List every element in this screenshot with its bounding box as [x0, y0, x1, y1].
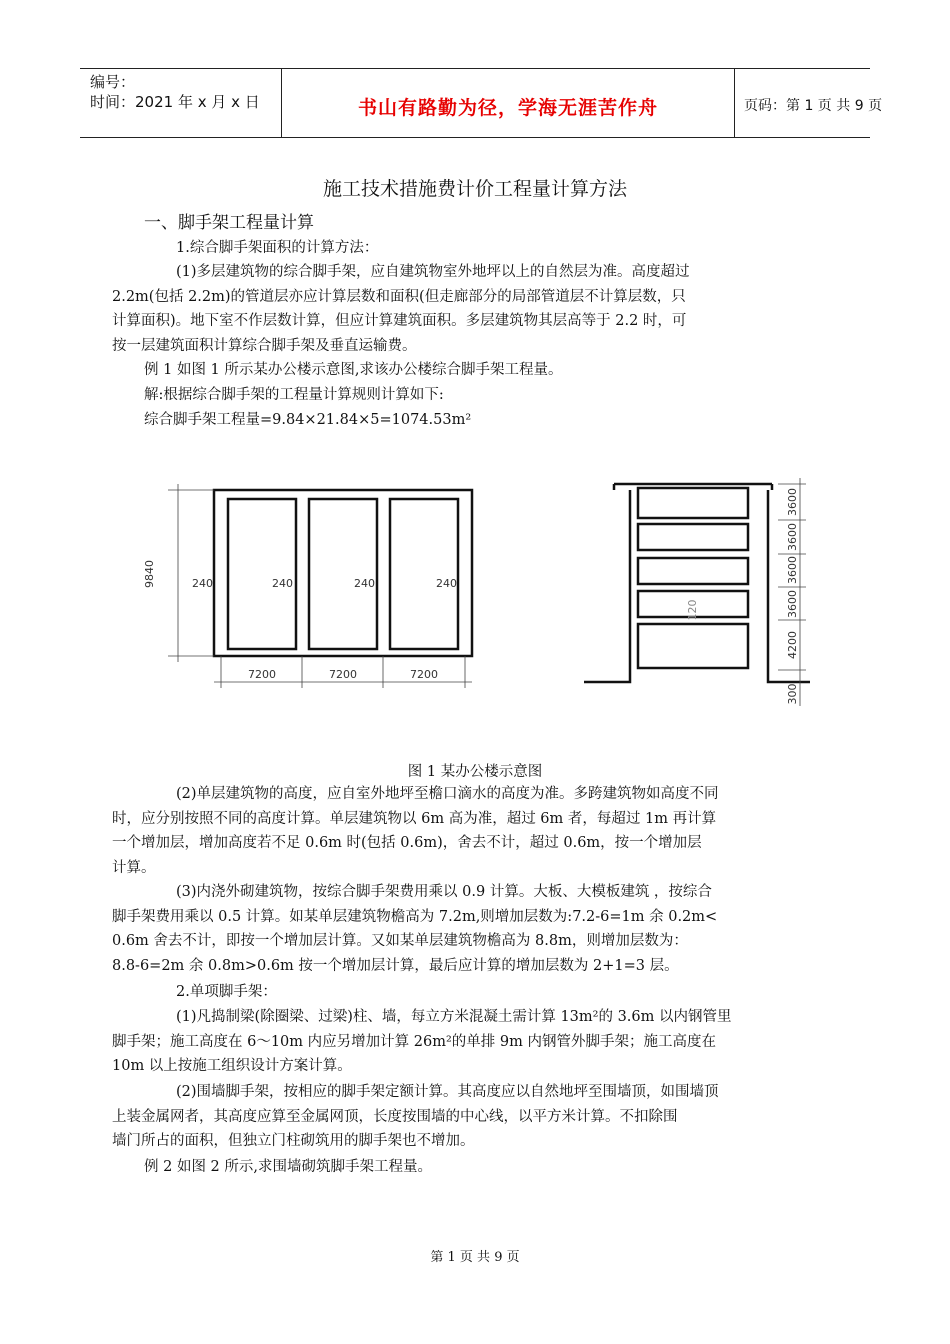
text-line: 计算面积)。地下室不作层数计算，但应计算建筑面积。多层建筑物其层高等于 2.2 时，可 [112, 313, 687, 329]
storey-height-label: 3600 [786, 523, 799, 551]
storey-5 [638, 488, 748, 518]
building-section [584, 484, 810, 682]
storey-height-label: 4200 [786, 631, 799, 659]
bay-label: 7200 [410, 668, 438, 681]
text-line: 8.8-6=2m 余 0.8m>0.6m 按一个增加层计算，最后应计算的增加层数为 2+1=3 层。 [112, 957, 679, 974]
wall-label: 240 [354, 577, 375, 590]
header-left-cell [80, 69, 280, 137]
storey-2 [638, 591, 748, 617]
text-line: 综合脚手架工程量=9.84×21.84×5=1074.53m² [144, 412, 472, 428]
wall-label: 240 [436, 577, 457, 590]
text-line: 10m 以上按施工组织设计方案计算。 [112, 1058, 352, 1074]
bay-label: 7200 [248, 668, 276, 681]
text-line: 0.6m 舍去不计，即按一个增加层计算。又如某单层建筑物檐高为 8.8m，则增加层数为： [112, 933, 688, 949]
paragraph-method [144, 236, 806, 261]
example-2 [144, 1155, 806, 1180]
storey-4 [638, 524, 748, 550]
header-motto: 书山有路勤为径，学海无涯苦作舟 [357, 97, 658, 119]
paragraph-5 [112, 1080, 806, 1154]
text-line: 一个增加层，增加高度若不足 0.6m 时(包括 0.6m)，舍去不计，超过 0.6m，按一个增加层 [112, 835, 702, 851]
section-dimension-lines [778, 478, 806, 706]
text-line: 例 1 如图 1 所示某办公楼示意图,求该办公楼综合脚手架工程量。 [144, 362, 563, 378]
wall-label: 240 [272, 577, 293, 590]
text-line: 按一层建筑面积计算综合脚手架及垂直运输费。 [112, 337, 417, 354]
text-line: (2)围墙脚手架，按相应的脚手架定额计算。其高度应以自然地坪至围墙顶，如围墙顶 [176, 1084, 719, 1100]
plan-height-label: 9840 [143, 560, 156, 588]
figure-1-caption: 图 1 某办公楼示意图 [407, 764, 543, 780]
paragraph-1 [112, 260, 806, 358]
storey-1 [638, 624, 748, 668]
solution-1 [144, 383, 806, 408]
plan-outer-wall [214, 490, 472, 656]
text-line: (1)多层建筑物的综合脚手架，应自建筑物室外地坪以上的自然层为准。高度超过 [176, 264, 690, 280]
storey-height-label: 3600 [786, 488, 799, 516]
text-line: 脚手架费用乘以 0.5 计算。如某单层建筑物檐高为 7.2m,则增加层数为:7.2-6=1m 余 0.2m< [112, 908, 718, 925]
text-line: 上装金属网者，其高度应算至金属网顶，长度按围墙的中心线，以平方米计算。不扣除围 [112, 1108, 678, 1125]
bay-label: 7200 [329, 668, 357, 681]
text-line: 时，应分别按照不同的高度计算。单层建筑物以 6m 高为准，超过 6m 者，每超过 1m 再计算 [112, 810, 717, 827]
text-line: 脚手架；施工高度在 6～10m 内应另增加计算 26m²的单排 9m 内钢管外脚手架；施工高度在 [112, 1033, 716, 1050]
floor-plan [214, 490, 472, 656]
section-heading: 一、脚手架工程量计算 [144, 213, 314, 233]
storey-3 [638, 558, 748, 584]
text-line: 墙门所占的面积，但独立门柱砌筑用的脚手架也不增加。 [112, 1133, 475, 1149]
base-height-label: 300 [786, 683, 799, 705]
header-motto-cell [281, 69, 735, 137]
text-line: 2.单项脚手架： [176, 984, 277, 1000]
text-line: 计算。 [112, 859, 156, 876]
storey-height-label: 3600 [786, 556, 799, 584]
plan-room-1 [228, 499, 296, 649]
page-header [80, 68, 883, 138]
text-line: 例 2 如图 2 所示,求围墙砌筑脚手架工程量。 [144, 1159, 432, 1175]
inner-wall-label: 120 [686, 599, 699, 621]
paragraph-3 [112, 880, 806, 978]
example-1 [144, 358, 806, 383]
page-code: 页码：第 1 页 共 9 页 [744, 98, 883, 114]
paragraph-2 [112, 782, 806, 880]
text-line: (1)凡捣制梁(除圈梁、过梁)柱、墙，每立方米混凝土需计算 13m²的 3.6m 以内钢管里 [176, 1009, 732, 1025]
plan-room-2 [309, 499, 377, 649]
text-line: 1.综合脚手架面积的计算方法： [176, 240, 379, 256]
text-line: (2)单层建筑物的高度，应自室外地坪至檐口滴水的高度为准。多跨建筑物如高度不同 [176, 786, 719, 802]
storey-height-label: 3600 [786, 590, 799, 618]
document-number-label: 编号： [90, 73, 136, 91]
text-line: (3)内浇外砌建筑物，按综合脚手架费用乘以 0.9 计算。大板、大模板建筑 ，按综合 [176, 884, 712, 900]
document-time-label: 时间：2021 年 x 月 x 日 [90, 93, 260, 111]
wall-label: 240 [192, 577, 213, 590]
paragraph-4 [112, 1005, 806, 1079]
header-right-cell [734, 69, 883, 137]
plan-room-3 [390, 499, 458, 649]
page-footer: 第 1 页 共 9 页 [430, 1250, 520, 1265]
page-title: 施工技术措施费计价工程量计算方法 [322, 178, 627, 200]
formula-1 [144, 408, 806, 433]
paragraph-single-scaffold [144, 980, 806, 1005]
text-line: 2.2m(包括 2.2m)的管道层亦应计算层数和面积(但走廊部分的局部管道层不计算层数，只 [112, 288, 686, 305]
plan-dimension-lines [168, 484, 472, 688]
text-line: 解:根据综合脚手架的工程量计算规则计算如下: [144, 387, 444, 403]
